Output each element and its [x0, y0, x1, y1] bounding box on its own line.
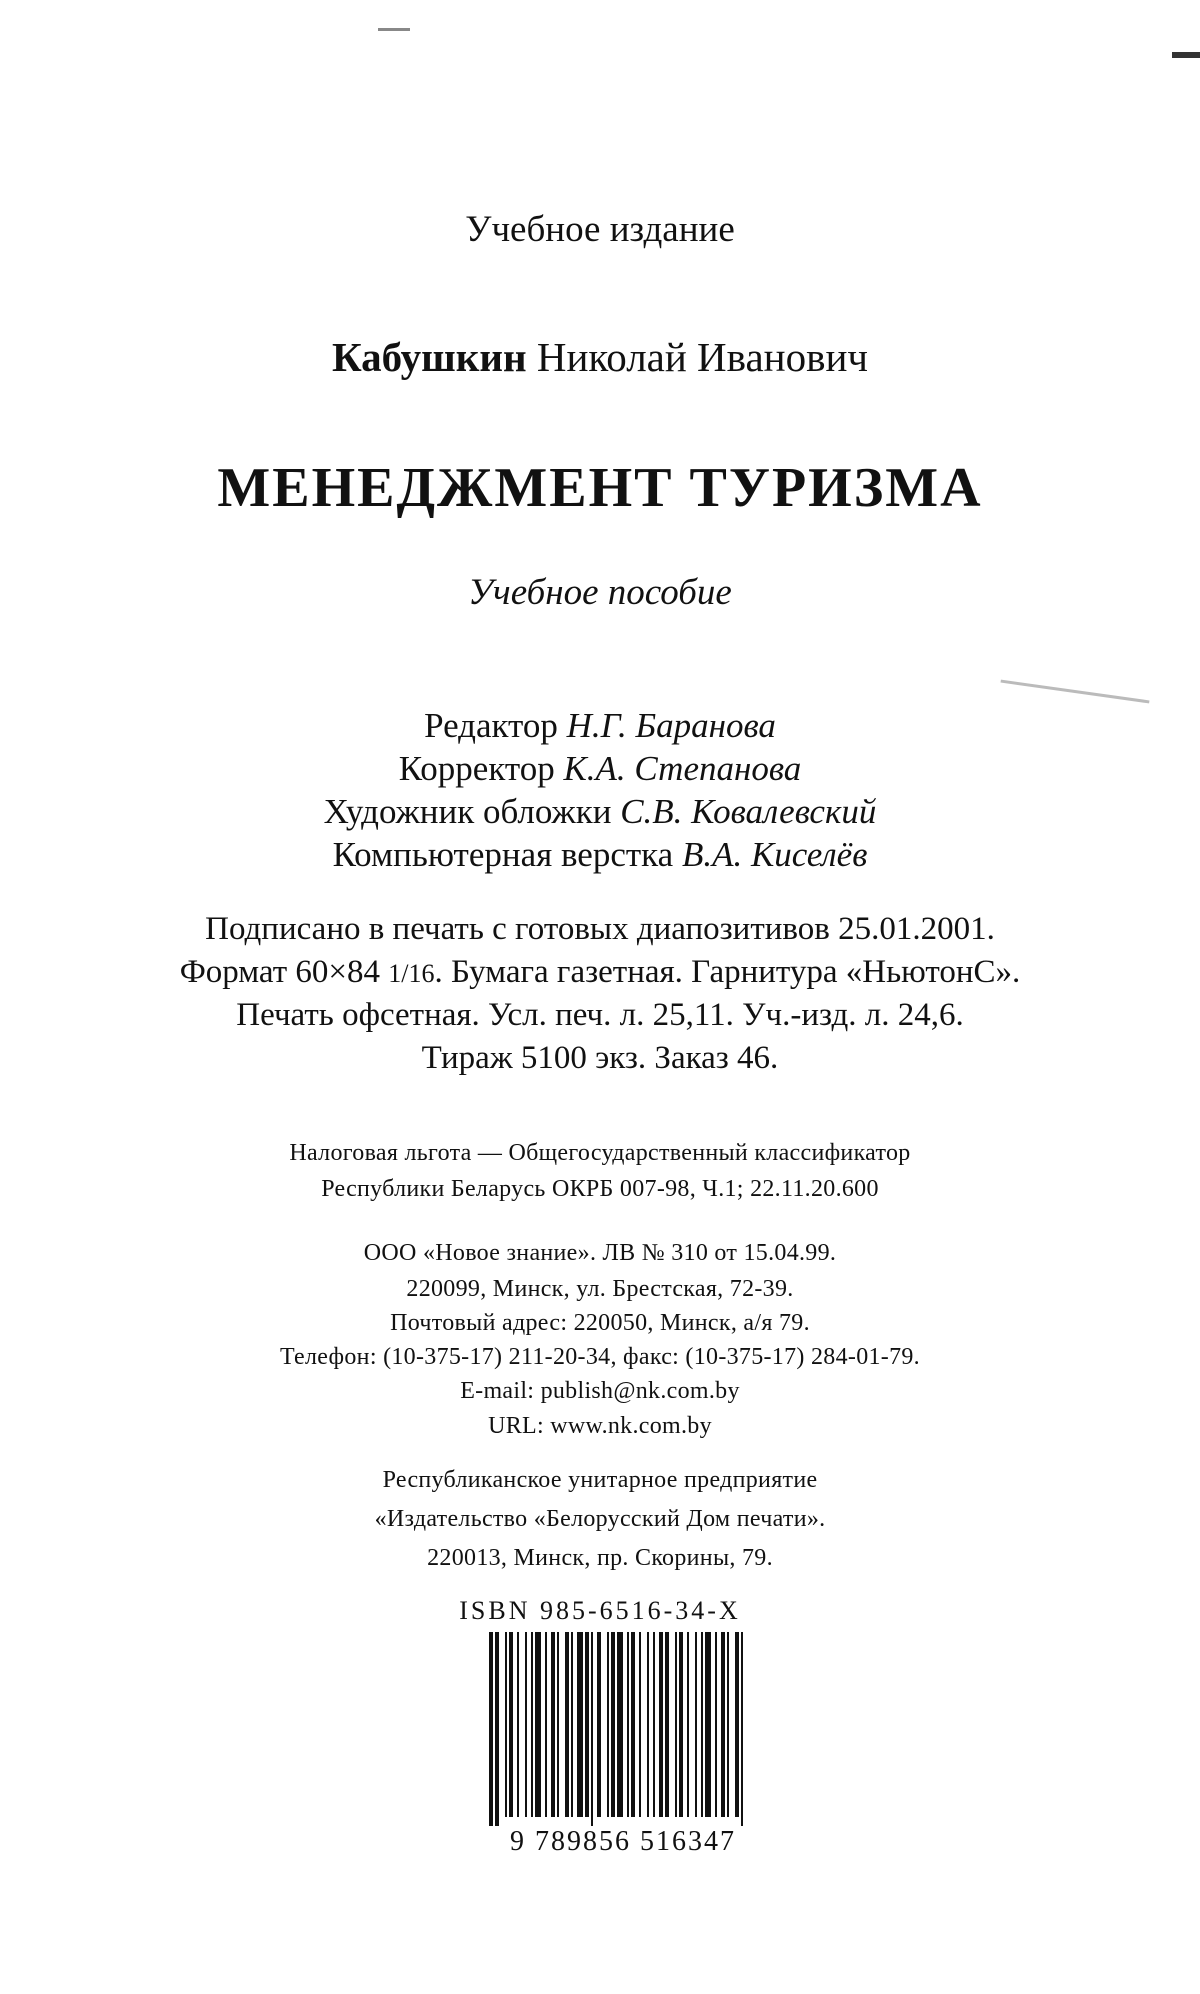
barcode-bar — [687, 1632, 689, 1817]
publisher-url: URL: www.nk.com.by — [488, 1413, 712, 1439]
barcode-bar — [679, 1632, 683, 1817]
book-subtitle: Учебное пособие — [468, 572, 732, 613]
credit-layout — [0, 835, 1200, 875]
barcode-bar — [525, 1632, 527, 1817]
author-surname: Кабушкин — [331, 334, 527, 380]
author-given-names: Николай Иванович — [536, 334, 869, 380]
barcode-bar — [701, 1632, 703, 1817]
printer-line-1: Республиканское унитарное предприятие — [382, 1467, 818, 1493]
credit-role: Редактор — [424, 706, 558, 745]
tax-line-2: Республики Беларусь ОКРБ 007-98, Ч.1; 22.11.20.600 — [321, 1176, 879, 1202]
barcode-number: 9 789856 516347 — [478, 1826, 768, 1858]
credit-name: Н.Г. Баранова — [566, 706, 776, 745]
isbn: ISBN 985-6516-34-X — [459, 1596, 741, 1625]
publisher-address: 220099, Минск, ул. Брестская, 72-39. — [406, 1276, 794, 1302]
author-line — [0, 333, 1200, 381]
scan-streak — [1001, 680, 1150, 704]
format-suffix: . Бумага газетная. Гарнитура «НьютонС». — [434, 954, 1021, 990]
barcode-bar — [585, 1632, 589, 1817]
format-prefix: Формат 60×84 — [179, 954, 380, 990]
barcode-bar — [631, 1632, 635, 1817]
barcode-bar — [557, 1632, 559, 1817]
barcode-bar — [505, 1632, 507, 1817]
format-fraction: 1/16 — [388, 959, 435, 988]
barcode-bar — [665, 1632, 669, 1817]
barcode-bar — [617, 1632, 623, 1817]
scan-mark-edge — [1172, 52, 1200, 58]
barcode-bar — [639, 1632, 641, 1817]
barcode-bar — [571, 1632, 573, 1817]
publisher-postal: Почтовый адрес: 220050, Минск, а/я 79. — [390, 1310, 810, 1336]
barcode-bar — [611, 1632, 615, 1817]
barcode-bar — [653, 1632, 655, 1817]
barcode-bar — [597, 1632, 601, 1817]
print-run: Тираж 5100 экз. Заказ 46. — [421, 1040, 779, 1076]
barcode-bar — [545, 1632, 547, 1817]
scan-mark-top — [378, 28, 410, 31]
barcode-bar — [495, 1632, 499, 1832]
printer-line-3: 220013, Минск, пр. Скорины, 79. — [427, 1545, 773, 1571]
credit-role: Корректор — [398, 749, 555, 788]
barcode-bar — [735, 1632, 739, 1817]
publisher-email: E-mail: publish@nk.com.by — [460, 1378, 740, 1404]
barcode-bar — [659, 1632, 663, 1817]
credit-proofreader — [0, 749, 1200, 789]
credit-editor — [0, 706, 1200, 746]
barcode-bar — [591, 1632, 593, 1832]
barcode-bar — [727, 1632, 729, 1817]
barcode-bar — [647, 1632, 649, 1817]
barcode-bar — [509, 1632, 513, 1817]
credit-role: Художник обложки — [323, 792, 612, 831]
print-format — [0, 954, 1200, 991]
barcode-bars — [485, 1632, 755, 1832]
barcode-bar — [535, 1632, 541, 1817]
credit-name: В.А. Киселёв — [681, 835, 868, 874]
publisher-name: ООО «Новое знание». ЛВ № 310 от 15.04.99. — [363, 1240, 837, 1266]
credit-cover-artist — [0, 792, 1200, 832]
edition-type: Учебное издание — [465, 209, 735, 250]
print-signed: Подписано в печать с готовых диапозитивов 25.01.2001. — [205, 911, 995, 947]
barcode-bar — [627, 1632, 629, 1817]
barcode-bar — [489, 1632, 493, 1832]
barcode-bar — [531, 1632, 533, 1817]
credit-name: С.В. Ковалевский — [620, 792, 877, 831]
barcode-bar — [607, 1632, 609, 1817]
barcode-bar — [551, 1632, 555, 1817]
credit-role: Компьютерная верстка — [332, 835, 674, 874]
tax-line-1: Налоговая льгота — Общегосударственный классификатор — [289, 1140, 911, 1166]
credit-name: К.А. Степанова — [563, 749, 802, 788]
barcode-bar — [721, 1632, 725, 1817]
barcode-bar — [565, 1632, 569, 1817]
barcode-bar — [577, 1632, 583, 1817]
barcode-bar — [741, 1632, 743, 1832]
barcode-bar — [705, 1632, 711, 1817]
printer-line-2: «Издательство «Белорусский Дом печати». — [374, 1506, 826, 1532]
publisher-phone: Телефон: (10-375-17) 211-20-34, факс: (10-375-17) 284-01-79. — [280, 1344, 920, 1370]
barcode-bar — [695, 1632, 697, 1817]
print-sheets: Печать офсетная. Усл. печ. л. 25,11. Уч.-изд. л. 24,6. — [236, 997, 964, 1033]
barcode-bar — [715, 1632, 717, 1817]
barcode-bar — [517, 1632, 519, 1817]
barcode-bar — [675, 1632, 677, 1817]
book-title: МЕНЕДЖМЕНТ ТУРИЗМА — [217, 457, 983, 519]
